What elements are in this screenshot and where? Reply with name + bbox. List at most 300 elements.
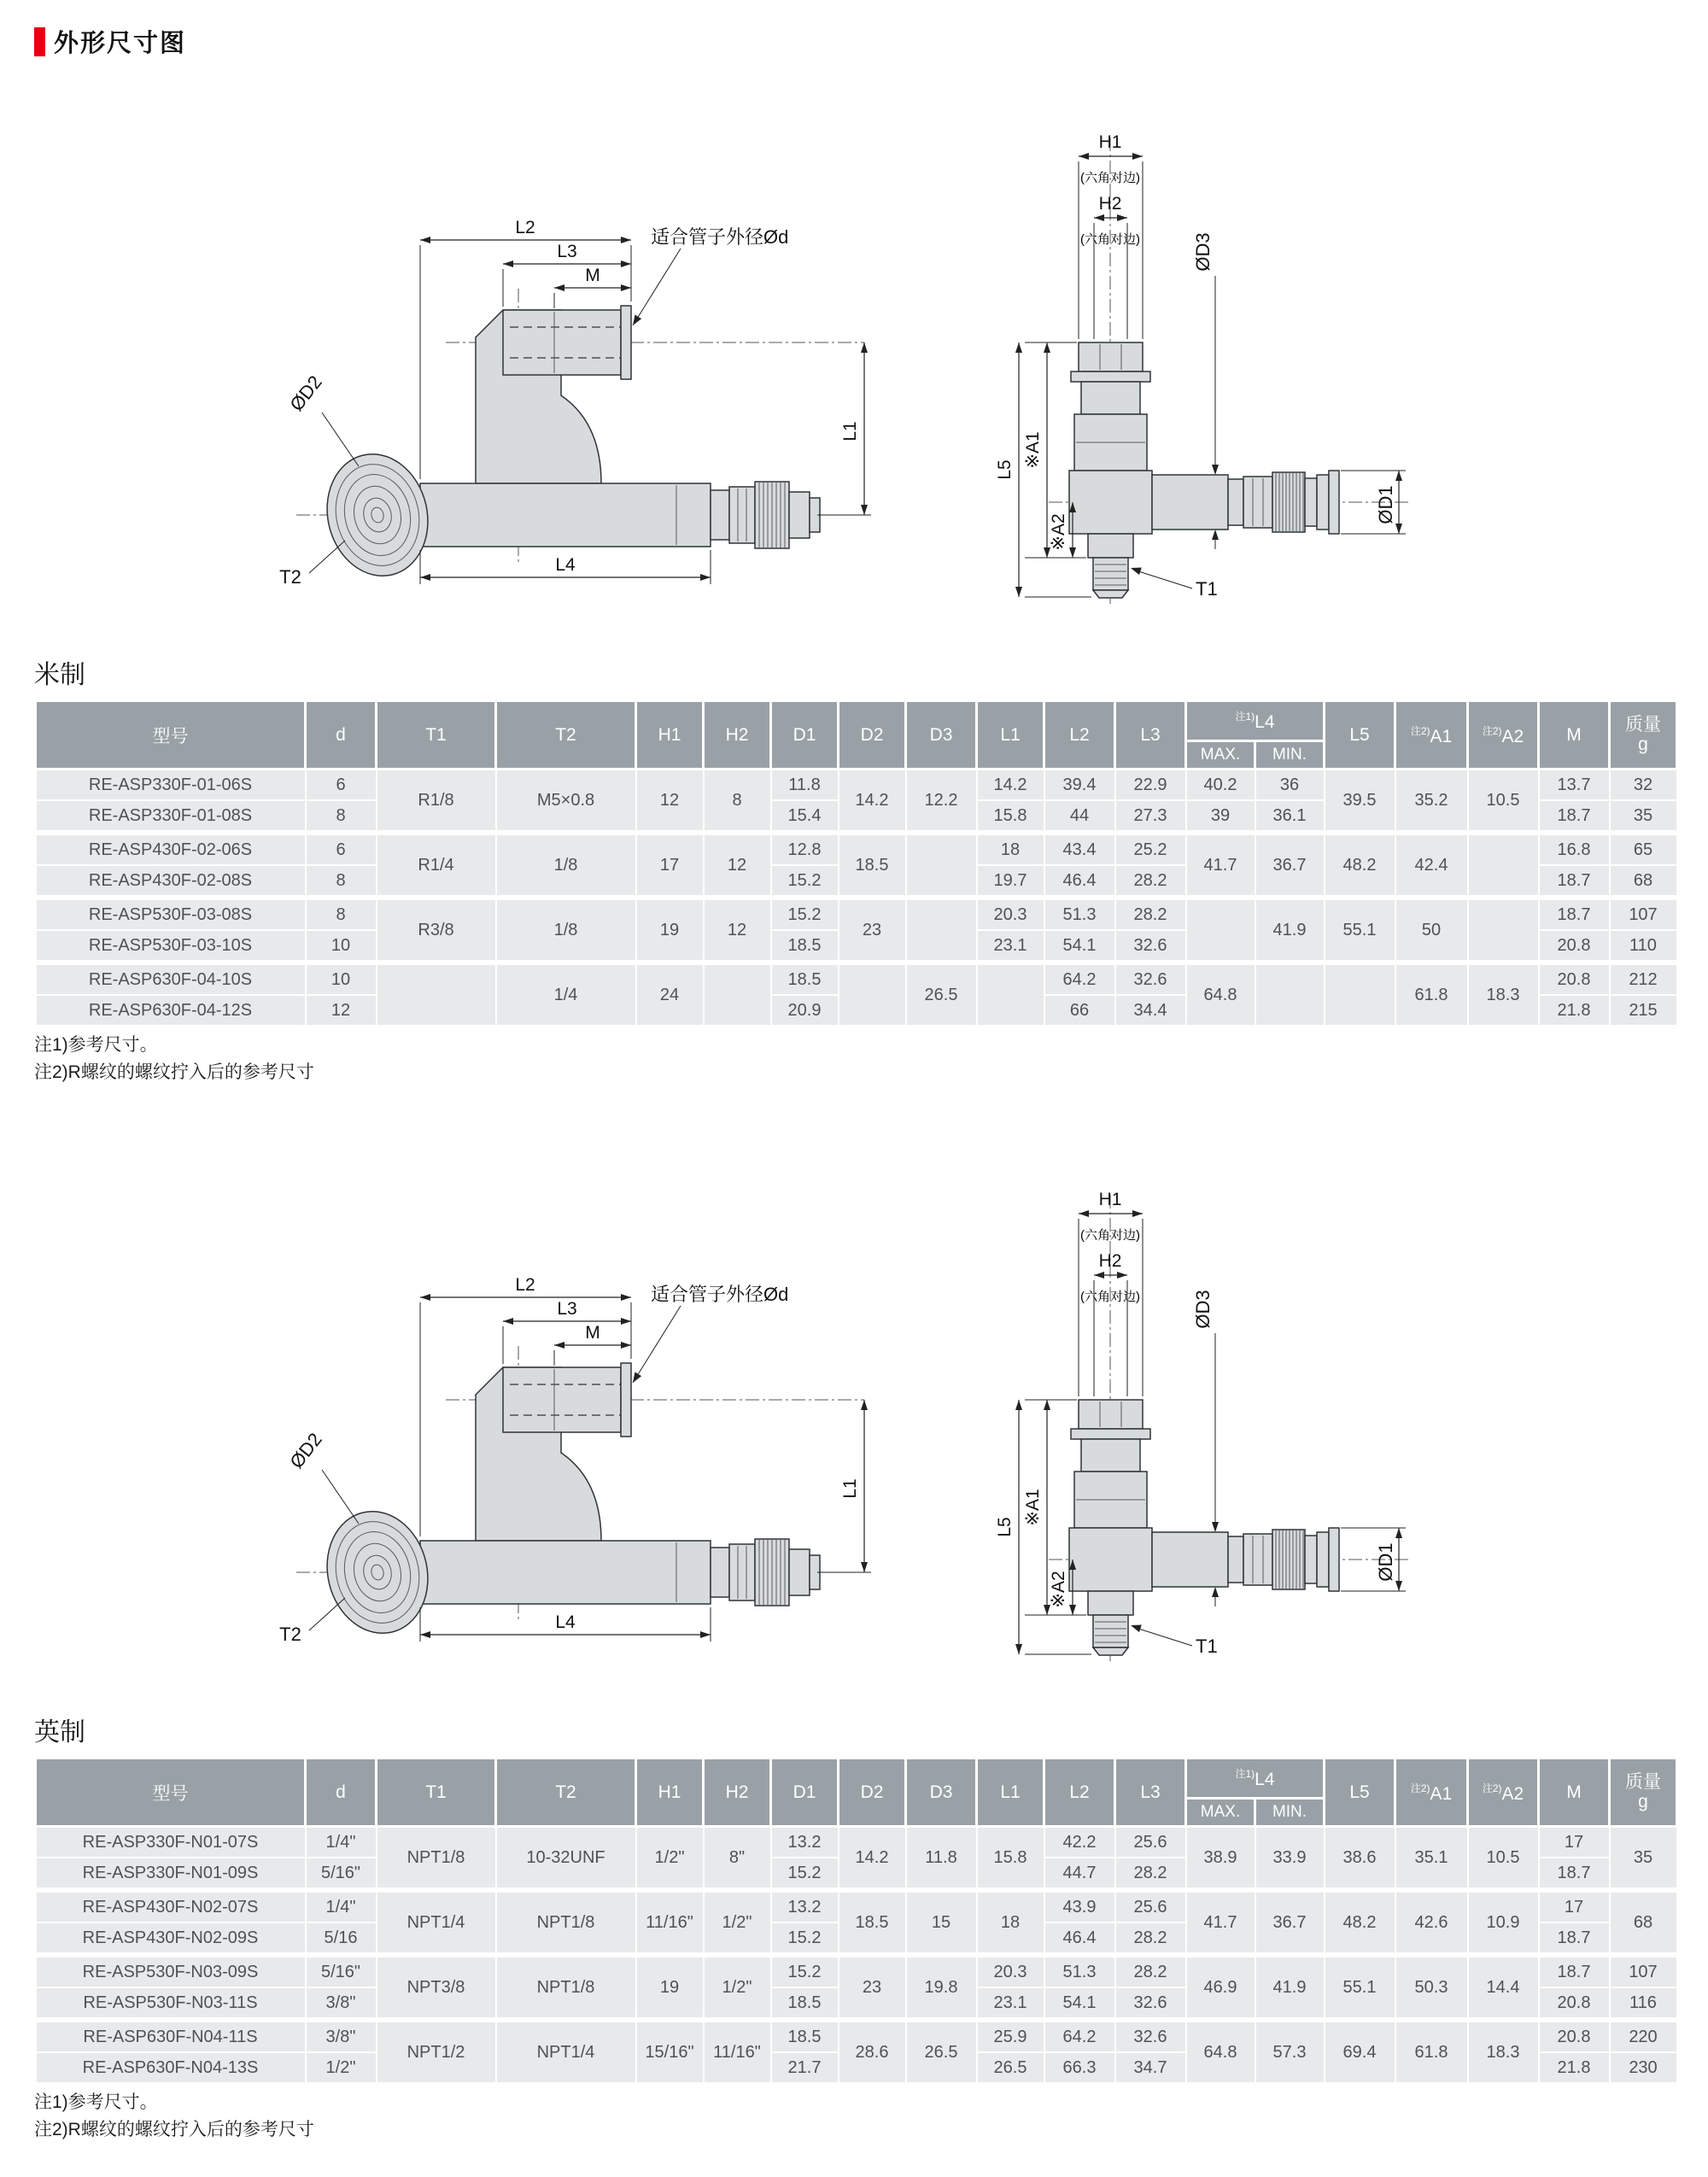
table-cell: 48.2: [1325, 1890, 1395, 1955]
table-cell: 42.2: [1044, 1827, 1115, 1858]
table-cell: 230: [1610, 2052, 1677, 2083]
table-cell: NPT3/8: [377, 1955, 496, 2020]
table-cell: 55.1: [1325, 898, 1395, 963]
dim-label-l5: L5: [995, 1517, 1015, 1537]
table-cell: 35: [1610, 800, 1677, 833]
table-row: [36, 1955, 1677, 1987]
table-cell: 21.8: [1539, 995, 1610, 1026]
dim-label-h2: H2: [1098, 1251, 1122, 1271]
table-cell: 51.3: [1044, 1955, 1115, 1987]
col-header-a1: $^{注2)}$A1: [1395, 701, 1468, 770]
l4-note-marker: 注1): [1235, 1768, 1255, 1780]
table-cell: RE-ASP430F-02-08S: [36, 865, 306, 898]
table-cell: NPT1/4: [377, 1890, 496, 1955]
table-cell: 34.4: [1115, 995, 1186, 1026]
knob-rings: [314, 443, 440, 587]
table-cell: 64.8: [1186, 963, 1255, 1026]
table-cell: 6: [306, 770, 377, 801]
dim-label-d3: ØD3: [1192, 1290, 1214, 1329]
table-cell: 23: [839, 898, 906, 963]
table-cell: 36.1: [1255, 800, 1325, 833]
col-header-d3: D3: [906, 1759, 977, 1827]
a1-note-marker: 注2): [1410, 1782, 1430, 1794]
table-cell: 41.9: [1255, 1955, 1325, 2020]
table-cell: 43.9: [1044, 1890, 1115, 1922]
table-cell: 8": [704, 1827, 771, 1891]
table-cell: 12: [636, 770, 704, 834]
table-cell: NPT1/4: [496, 2020, 636, 2083]
table-cell: 32.6: [1115, 930, 1186, 963]
table-cell: 18.5: [839, 833, 906, 898]
col-header-h2: H2: [704, 701, 771, 770]
table-cell: 51.3: [1044, 898, 1115, 930]
table-cell: 43.4: [1044, 833, 1115, 865]
dim-label-h1: H1: [1098, 132, 1122, 152]
table-cell: 11.8: [771, 770, 839, 801]
table-cell: 5/16": [306, 1858, 377, 1890]
table-row: [36, 1827, 1677, 1858]
table-cell: 39: [1186, 800, 1255, 833]
table-cell: 13.2: [771, 1827, 839, 1858]
table-cell: 1/2": [306, 2052, 377, 2083]
table-cell: 1/2": [704, 1955, 771, 2020]
table-cell: 15: [906, 1890, 977, 1955]
metric-table: [34, 699, 1678, 1027]
tube-od-label: 适合管子外径Ød: [651, 226, 789, 248]
a2-note-marker: 注2): [1482, 724, 1502, 737]
table-cell: 1/2": [704, 1890, 771, 1955]
page-title: 外形尺寸图: [54, 30, 187, 57]
table-cell: [704, 963, 771, 1026]
table-cell: NPT1/8: [377, 1827, 496, 1891]
col-header-m: M: [1539, 701, 1610, 770]
note-1: 注1)参考尺寸。: [34, 1035, 158, 1055]
table-cell: 10.5: [1468, 1827, 1539, 1891]
table-cell: 25.2: [1115, 833, 1186, 865]
table-cell: 41.7: [1186, 1890, 1255, 1955]
table-cell: 21.7: [771, 2052, 839, 2083]
table-cell: 44: [1044, 800, 1115, 833]
col-header-a2: $^{注2)}$A2: [1468, 1759, 1539, 1827]
table-cell: NPT1/8: [496, 1890, 636, 1955]
table-cell: 46.4: [1044, 865, 1115, 898]
dim-label-a1: ※A1: [1023, 431, 1043, 469]
table-cell: 10.9: [1468, 1890, 1539, 1955]
table-cell: 8: [306, 800, 377, 833]
table-cell: 18.7: [1539, 1955, 1610, 1987]
note-2: 注2)R螺纹的螺纹拧入后的参考尺寸: [34, 2119, 314, 2139]
table-cell: 107: [1610, 1955, 1677, 1987]
table-cell: [906, 898, 977, 963]
dim-label-m: M: [585, 266, 600, 285]
col-header-l1: L1: [977, 1759, 1044, 1827]
table-cell: RE-ASP530F-03-08S: [36, 898, 306, 930]
table-cell: [1468, 898, 1539, 963]
col-header-l5: L5: [1325, 701, 1395, 770]
col-header-l4-max: MAX.: [1186, 1799, 1255, 1827]
table-cell: 18.5: [771, 1987, 839, 2020]
table-cell: 42.6: [1395, 1890, 1468, 1955]
table-cell: 68: [1610, 1890, 1677, 1955]
table-cell: 38.6: [1325, 1827, 1395, 1891]
table-cell: 12: [704, 898, 771, 963]
col-header-d1: D1: [771, 1759, 839, 1827]
table-cell: 18.5: [839, 1890, 906, 1955]
table-cell: 17: [636, 833, 704, 898]
drawing-side-view: [249, 1171, 933, 1666]
dimension-drawings: [34, 114, 1674, 609]
table-cell: 1/8: [496, 898, 636, 963]
table-cell: 64.8: [1186, 2020, 1255, 2083]
table-cell: 44.7: [1044, 1858, 1115, 1890]
dim-label-a1: ※A1: [1023, 1489, 1043, 1526]
table-cell: 15/16": [636, 2020, 704, 2083]
tube-od-label: 适合管子外径Ød: [651, 1284, 789, 1305]
hex-flats-label2: (六角对边): [1080, 232, 1140, 247]
table-cell: 14.2: [839, 770, 906, 834]
col-header-l3: L3: [1115, 1759, 1186, 1827]
table-cell: 55.1: [1325, 1955, 1395, 2020]
table-cell: 66: [1044, 995, 1115, 1026]
table-cell: 65: [1610, 833, 1677, 865]
table-cell: 5/16": [306, 1955, 377, 1987]
table-cell: 212: [1610, 963, 1677, 995]
table-cell: 20.8: [1539, 963, 1610, 995]
table-cell: 19.8: [906, 1955, 977, 2020]
table-cell: 24: [636, 963, 704, 1026]
col-header-l3: L3: [1115, 701, 1186, 770]
table-cell: 18: [977, 1890, 1044, 1955]
table-cell: [1186, 898, 1255, 963]
table-cell: 25.6: [1115, 1890, 1186, 1922]
table-cell: 40.2: [1186, 770, 1255, 801]
hex-flats-label: (六角对边): [1080, 1228, 1140, 1243]
dim-label-l5: L5: [995, 459, 1015, 480]
table-cell: 61.8: [1395, 2020, 1468, 2083]
table-cell: 18.3: [1468, 2020, 1539, 2083]
table-cell: 39.5: [1325, 770, 1395, 834]
dim-label-l1: L1: [840, 421, 860, 442]
table-cell: 20.3: [977, 1955, 1044, 1987]
col-header-weight: 质量 g: [1610, 701, 1677, 770]
table-cell: 32: [1610, 770, 1677, 801]
table-cell: 32.6: [1115, 1987, 1186, 2020]
col-header-t1: T1: [377, 701, 496, 770]
col-header-l2: L2: [1044, 701, 1115, 770]
dim-label-d3: ØD3: [1192, 232, 1214, 272]
dim-label-l4: L4: [555, 555, 576, 575]
table-cell: 32.6: [1115, 963, 1186, 995]
table-cell: 215: [1610, 995, 1677, 1026]
table-cell: RE-ASP530F-03-10S: [36, 930, 306, 963]
hex-flats-label: (六角对边): [1080, 171, 1140, 185]
table-cell: 10: [306, 930, 377, 963]
table-row: [36, 963, 1677, 995]
col-header-l1: L1: [977, 701, 1044, 770]
knob-rings: [314, 1501, 440, 1644]
table-cell: NPT1/2: [377, 2020, 496, 2083]
table-cell: 64.2: [1044, 2020, 1115, 2052]
table-cell: [839, 963, 906, 1026]
table-cell: 48.2: [1325, 833, 1395, 898]
dim-label-d1: ØD1: [1375, 485, 1396, 524]
table-cell: 25.9: [977, 2020, 1044, 2052]
table-cell: 20.8: [1539, 1987, 1610, 2020]
col-header-l4: $^{注1)}$L4: [1186, 701, 1325, 741]
table-cell: 33.9: [1255, 1827, 1325, 1891]
table-cell: 15.8: [977, 800, 1044, 833]
col-header-d2: D2: [839, 701, 906, 770]
table-cell: 17: [1539, 1890, 1610, 1922]
dim-label-t2: T2: [279, 1624, 301, 1645]
table-cell: 18: [977, 833, 1044, 865]
table-cell: 20.8: [1539, 2020, 1610, 2052]
dim-label-t1: T1: [1196, 1636, 1218, 1657]
table-cell: 36.7: [1255, 833, 1325, 898]
table-cell: 26.5: [906, 2020, 977, 2083]
col-header-d: d: [306, 1759, 377, 1827]
table-cell: 15.2: [771, 898, 839, 930]
table-cell: RE-ASP630F-N04-13S: [36, 2052, 306, 2083]
col-header-model: 型号: [36, 1759, 306, 1827]
table-cell: 69.4: [1325, 2020, 1395, 2083]
table-cell: 50.3: [1395, 1955, 1468, 2020]
table-cell: 17: [1539, 1827, 1610, 1858]
dim-label-h2: H2: [1098, 194, 1122, 214]
table-cell: 10: [306, 963, 377, 995]
table-cell: 32.6: [1115, 2020, 1186, 2052]
table-cell: 54.1: [1044, 930, 1115, 963]
table-cell: 42.4: [1395, 833, 1468, 898]
col-header-d1: D1: [771, 701, 839, 770]
page-title-block: [34, 24, 1674, 59]
table-cell: 20.3: [977, 898, 1044, 930]
table-cell: 8: [704, 770, 771, 834]
table-cell: RE-ASP430F-N02-09S: [36, 1922, 306, 1955]
table-cell: RE-ASP330F-01-06S: [36, 770, 306, 801]
a2-note-marker: 注2): [1482, 1782, 1502, 1794]
table-cell: 61.8: [1395, 963, 1468, 1026]
table-cell: 28.6: [839, 2020, 906, 2083]
table-cell: 11/16": [704, 2020, 771, 2083]
table-cell: R1/4: [377, 833, 496, 898]
table-cell: 46.9: [1186, 1955, 1255, 2020]
dim-label-l2: L2: [515, 218, 535, 237]
table-cell: RE-ASP330F-N01-09S: [36, 1858, 306, 1890]
dim-label-l2: L2: [515, 1275, 535, 1295]
table-cell: 21.8: [1539, 2052, 1610, 2083]
table-cell: 41.9: [1255, 898, 1325, 963]
l4-note-marker: 注1): [1235, 711, 1255, 723]
dim-label-t1: T1: [1196, 578, 1218, 600]
table-cell: 12.8: [771, 833, 839, 865]
table-cell: 5/16: [306, 1922, 377, 1955]
table-cell: 18.7: [1539, 865, 1610, 898]
table-cell: 28.2: [1115, 1858, 1186, 1890]
table-cell: [977, 963, 1044, 1026]
table-cell: 12: [704, 833, 771, 898]
table-cell: 15.2: [771, 865, 839, 898]
table-cell: 14.2: [977, 770, 1044, 801]
col-header-l5: L5: [1325, 1759, 1395, 1827]
a1-note-marker: 注2): [1410, 724, 1430, 737]
table-cell: 46.4: [1044, 1922, 1115, 1955]
table-cell: 22.9: [1115, 770, 1186, 801]
table-cell: 18.7: [1539, 898, 1610, 930]
table-cell: 116: [1610, 1987, 1677, 2020]
drawing-front-view: [946, 114, 1459, 609]
table-cell: 12.2: [906, 770, 977, 834]
table-cell: 50: [1395, 898, 1468, 963]
table-cell: 15.2: [771, 1955, 839, 1987]
dim-label-d1: ØD1: [1375, 1542, 1396, 1582]
table-cell: 20.9: [771, 995, 839, 1026]
table-cell: RE-ASP630F-N04-11S: [36, 2020, 306, 2052]
col-header-m: M: [1539, 1759, 1610, 1827]
table-cell: 41.7: [1186, 833, 1255, 898]
col-header-l2: L2: [1044, 1759, 1115, 1827]
table-cell: 18.5: [771, 2020, 839, 2052]
drawing-side-view: [249, 114, 933, 609]
imperial-section-title: 英制: [34, 1718, 85, 1747]
table-cell: 15.4: [771, 800, 839, 833]
table-cell: 3/8": [306, 2020, 377, 2052]
table-cell: 66.3: [1044, 2052, 1115, 2083]
table-cell: 23.1: [977, 930, 1044, 963]
imperial-notes: [34, 2089, 1674, 2143]
col-header-d: d: [306, 701, 377, 770]
table-cell: 57.3: [1255, 2020, 1325, 2083]
table-row: [36, 2020, 1677, 2052]
table-cell: 16.8: [1539, 833, 1610, 865]
dim-label-a2: ※A2: [1049, 1571, 1068, 1608]
table-cell: 39.4: [1044, 770, 1115, 801]
table-cell: 3/8": [306, 1987, 377, 2020]
table-cell: 28.2: [1115, 865, 1186, 898]
table-cell: 1/4: [496, 963, 636, 1026]
col-header-h2: H2: [704, 1759, 771, 1827]
dim-label-h1: H1: [1098, 1190, 1122, 1209]
table-cell: 35.1: [1395, 1827, 1468, 1891]
table-cell: 27.3: [1115, 800, 1186, 833]
table-cell: RE-ASP430F-02-06S: [36, 833, 306, 865]
table-cell: [1255, 963, 1325, 1026]
table-cell: 26.5: [906, 963, 977, 1026]
table-cell: 18.5: [771, 930, 839, 963]
table-cell: 34.7: [1115, 2052, 1186, 2083]
table-cell: 64.2: [1044, 963, 1115, 995]
col-header-weight: 质量 g: [1610, 1759, 1677, 1827]
dim-label-l4: L4: [555, 1612, 576, 1632]
table-cell: 28.2: [1115, 1922, 1186, 1955]
table-cell: 11.8: [906, 1827, 977, 1891]
table-cell: 107: [1610, 898, 1677, 930]
table-cell: 1/4": [306, 1827, 377, 1858]
table-cell: 19.7: [977, 865, 1044, 898]
table-cell: R3/8: [377, 898, 496, 963]
note-2: 注2)R螺纹的螺纹拧入后的参考尺寸: [34, 1062, 314, 1082]
table-cell: 19: [636, 1955, 704, 2020]
col-header-l4-max: MAX.: [1186, 741, 1255, 770]
table-cell: 23.1: [977, 1987, 1044, 2020]
table-cell: [1325, 963, 1395, 1026]
table-cell: 28.2: [1115, 1955, 1186, 1987]
col-header-l4-min: MIN.: [1255, 741, 1325, 770]
table-cell: 23: [839, 1955, 906, 2020]
col-header-h1: H1: [636, 701, 704, 770]
table-cell: 110: [1610, 930, 1677, 963]
table-cell: 38.9: [1186, 1827, 1255, 1891]
table-cell: RE-ASP530F-N03-09S: [36, 1955, 306, 1987]
col-header-l4: $^{注1)}$L4: [1186, 1759, 1325, 1799]
table-cell: RE-ASP330F-01-08S: [36, 800, 306, 833]
table-cell: 14.4: [1468, 1955, 1539, 2020]
table-cell: 1/4": [306, 1890, 377, 1922]
hex-flats-label2: (六角对边): [1080, 1290, 1140, 1304]
dim-label-l3: L3: [557, 1299, 577, 1319]
table-cell: 54.1: [1044, 1987, 1115, 2020]
table-cell: 13.7: [1539, 770, 1610, 801]
table-cell: 35.2: [1395, 770, 1468, 834]
table-cell: 1/2": [636, 1827, 704, 1891]
table-row: [36, 1890, 1677, 1922]
col-header-d2: D2: [839, 1759, 906, 1827]
table-cell: 8: [306, 865, 377, 898]
table-row: [36, 770, 1677, 801]
table-cell: 14.2: [839, 1827, 906, 1891]
col-header-t1: T1: [377, 1759, 496, 1827]
table-cell: 18.5: [771, 963, 839, 995]
table-cell: 15.8: [977, 1827, 1044, 1891]
table-cell: RE-ASP530F-N03-11S: [36, 1987, 306, 2020]
table-cell: 1/8: [496, 833, 636, 898]
metric-section-title: 米制: [34, 661, 85, 689]
table-cell: 12: [306, 995, 377, 1026]
col-header-t2: T2: [496, 701, 636, 770]
dimension-drawings-2: [34, 1171, 1674, 1666]
table-cell: M5×0.8: [496, 770, 636, 834]
table-cell: 18.7: [1539, 800, 1610, 833]
note-1: 注1)参考尺寸。: [34, 2092, 158, 2112]
col-header-d3: D3: [906, 701, 977, 770]
table-cell: 68: [1610, 865, 1677, 898]
table-cell: 20.8: [1539, 930, 1610, 963]
table-cell: RE-ASP330F-N01-07S: [36, 1827, 306, 1858]
table-cell: [1468, 833, 1539, 898]
table-cell: 18.3: [1468, 963, 1539, 1026]
dim-label-m: M: [585, 1323, 600, 1343]
drawing-front-view: [946, 1171, 1459, 1666]
table-cell: RE-ASP430F-N02-07S: [36, 1890, 306, 1922]
table-cell: 18.7: [1539, 1858, 1610, 1890]
table-cell: 15.2: [771, 1922, 839, 1955]
col-header-l4-min: MIN.: [1255, 1799, 1325, 1827]
table-cell: 6: [306, 833, 377, 865]
dim-label-l1: L1: [840, 1478, 860, 1499]
table-cell: 220: [1610, 2020, 1677, 2052]
table-cell: 15.2: [771, 1858, 839, 1890]
col-header-a1: $^{注2)}$A1: [1395, 1759, 1468, 1827]
imperial-table: [34, 1757, 1678, 2084]
dim-label-l3: L3: [557, 242, 577, 261]
table-cell: RE-ASP630F-04-12S: [36, 995, 306, 1026]
col-header-t2: T2: [496, 1759, 636, 1827]
red-accent-bar: [34, 27, 45, 56]
table-cell: 13.2: [771, 1890, 839, 1922]
metric-notes: [34, 1032, 1674, 1086]
table-cell: 36.7: [1255, 1890, 1325, 1955]
dim-label-a2: ※A2: [1049, 513, 1068, 551]
